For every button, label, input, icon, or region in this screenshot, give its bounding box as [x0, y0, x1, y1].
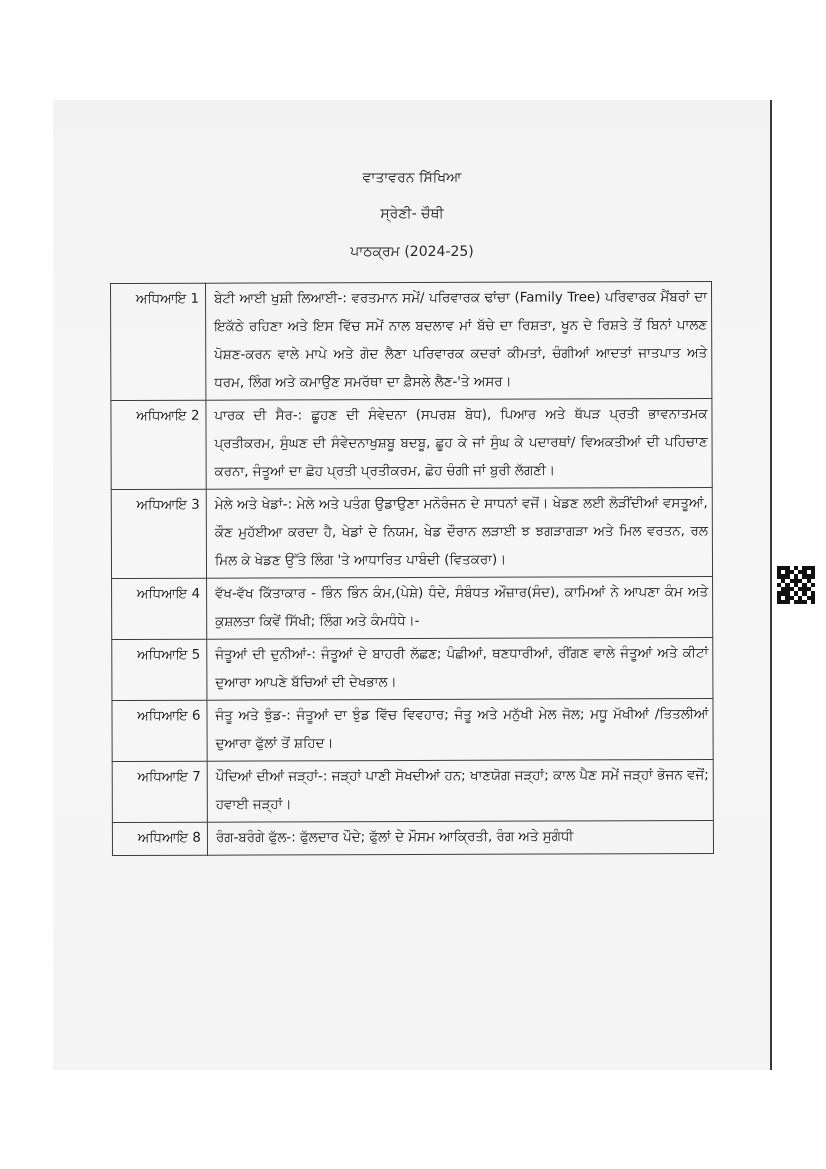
chapter-label: ਅਧਿਆਇ 4: [112, 578, 207, 639]
chapter-content: ਪਾਰਕ ਦੀ ਸੈਰ-: ਛੂਹਣ ਦੀ ਸੰਵੇਦਨਾ (ਸਪਰਸ਼ ਬੋਧ), ਪਿਆਰ ਅਤੇ ਥੱਪੜ ਪ੍ਰਤੀ ਭਾਵਨਾਤਮਕ ਪ੍ਰਤੀਕਰਮ, ਸੁੰਘਣ ਦੀ ਸੰਵੇਦਨਾਖੁਸ਼ਬੂ ਬਦਬੂ, ਛੂਹ ਕੇ ਜਾਂ ਸੁੰਘ ਕੇ ਪਦਾਰਥਾਂ/ ਵਿਅਕਤੀਆਂ ਦੀ ਪਹਿਚਾਣ ਕਰਨਾ, ਜੰਤੂਆਂ ਦਾ ਛੋਹ ਪ੍ਰਤੀ ਪ੍ਰਤੀਕਰਮ, ਛੋਹ ਚੰਗੀ ਜਾਂ ਬੁਰੀ ਲੱਗਣੀ।: [206, 398, 712, 489]
table-row: [112, 637, 713, 700]
document-photo: [53, 100, 771, 1070]
table-row: [112, 698, 713, 761]
table-row: [111, 281, 712, 400]
table-row: [111, 487, 712, 578]
table-row: [112, 576, 713, 639]
chapter-content: ਰੰਗ-ਬਰੰਗੇ ਫੁੱਲ-: ਫੁੱਲਦਾਰ ਪੌਦੇ; ਫੁੱਲਾਂ ਦੇ ਮੌਸਮ ਆਕ੍ਰਿਤੀ, ਰੰਗ ਅਤੇ ਸੁਗੰਧੀ: [207, 820, 713, 855]
page-edge-shadow: [770, 100, 772, 1070]
table-row: [112, 820, 713, 855]
chapter-label: ਅਧਿਆਇ 3: [111, 489, 206, 578]
chapter-label: ਅਧਿਆਇ 7: [112, 761, 207, 822]
subject-heading: ਵਾਤਾਵਰਨ ਸਿੱਖਿਆ: [362, 170, 462, 186]
chapter-label: ਅਧਿਆਇ 6: [112, 700, 207, 761]
chapter-content: ਬੇਟੀ ਆਈ ਖੁਸ਼ੀ ਲਿਆਈ-: ਵਰਤਮਾਨ ਸਮੇਂ/ ਪਰਿਵਾਰਕ ਢਾਂਚਾ (Family Tree) ਪਰਿਵਾਰਕ ਮੈਂਬਰਾਂ ਦਾ ਇਕੱਠੇ ਰਹਿਣਾ ਅਤੇ ਇਸ ਵਿੱਚ ਸਮੇਂ ਨਾਲ ਬਦਲਾਵ ਮਾਂ ਬੱਚੇ ਦਾ ਰਿਸ਼ਤਾ, ਖੂਨ ਦੇ ਰਿਸ਼ਤੇ ਤੋਂ ਬਿਨਾਂ ਪਾਲਣ ਪੋਸ਼ਣ-ਕਰਨ ਵਾਲੇ ਮਾਪੇ ਅਤੇ ਗੋਦ ਲੈਣਾ ਪਰਿਵਾਰਕ ਕਦਰਾਂ ਕੀਮਤਾਂ, ਚੰਗੀਆਂ ਆਦਤਾਂ ਜਾਤਪਾਤ ਅਤੇ ਧਰਮ, ਲਿੰਗ ਅਤੇ ਕਮਾਉਣ ਸਮਰੱਥਾ ਦਾ ਫ਼ੈਸਲੇ ਲੈਣ-'ਤੇ ਅਸਰ।: [206, 281, 712, 400]
chapter-label: ਅਧਿਆਇ 8: [112, 822, 207, 855]
chapter-label: ਅਧਿਆਇ 5: [112, 639, 207, 700]
chapter-content: ਮੇਲੇ ਅਤੇ ਖੇਡਾਂ-: ਮੇਲੇ ਅਤੇ ਪਤੰਗ ਉਡਾਉਣਾ ਮਨੋਰੰਜਨ ਦੇ ਸਾਧਨਾਂ ਵਜੋਂ। ਖੇਡਣ ਲਈ ਲੋੜੀਂਦੀਆਂ ਵਸਤੂਆਂ, ਕੌਣ ਮੁਹੱਈਆ ਕਰਦਾ ਹੈ, ਖੇਡਾਂ ਦੇ ਨਿਯਮ, ਖੇਡ ਦੌਰਾਨ ਲੜਾਈ ਝ ਝਗੜਾਗੜਾ ਅਤੇ ਮਿਲ ਵਰਤਨ, ਰਲ ਮਿਲ ਕੇ ਖੇਡਣ ਉੱਤੇ ਲਿੰਗ 'ਤੇ ਆਧਾਰਿਤ ਪਾਬੰਦੀ (ਵਿਤਕਰਾ)।: [206, 487, 712, 578]
chapter-label: ਅਧਿਆਇ 1: [111, 283, 206, 400]
chapter-content: ਪੌਦਿਆਂ ਦੀਆਂ ਜੜ੍ਹਾਂ-: ਜੜ੍ਹਾਂ ਪਾਣੀ ਸੋਖਦੀਆਂ ਹਨ; ਖਾਣਯੋਗ ਜੜ੍ਹਾਂ; ਕਾਲ ਪੈਣ ਸਮੇਂ ਜੜ੍ਹਾਂ ਭੋਜਨ ਵਜੋਂ; ਹਵਾਈ ਜੜ੍ਹਾਂ।: [207, 759, 713, 822]
class-heading: ਸ੍ਰੇਣੀ- ਚੌਥੀ: [380, 206, 444, 222]
chapter-content: ਵੱਖ-ਵੱਖ ਕਿੱਤਾਕਾਰ - ਭਿੰਨ ਭਿੰਨ ਕੰਮ,(ਪੇਸ਼ੇ) ਧੰਦੇ, ਸੰਬੰਧਤ ਔਜ਼ਾਰ(ਸੰਦ), ਕਾਮਿਆਂ ਨੇ ਆਪਣਾ ਕੰਮ ਅਤੇ ਕੁਸ਼ਲਤਾ ਕਿਵੇਂ ਸਿੱਖੀ; ਲਿੰਗ ਅਤੇ ਕੰਮਧੰਧੇ।-: [207, 576, 713, 639]
chapter-content: ਜੰਤੂ ਅਤੇ ਝੁੰਡ-: ਜੰਤੂਆਂ ਦਾ ਝੁੰਡ ਵਿੱਚ ਵਿਵਹਾਰ; ਜੰਤੂ ਅਤੇ ਮਨੁੱਖੀ ਮੇਲ ਜੋਲ; ਮਧੂ ਮੱਖੀਆਂ /ਤਿਤਲੀਆਂ ਦੁਆਰਾ ਫੁੱਲਾਂ ਤੋਂ ਸ਼ਹਿਦ।: [207, 698, 713, 761]
syllabus-table: [110, 281, 714, 856]
table-row: [111, 398, 712, 489]
qr-code-icon: [777, 566, 815, 604]
syllabus-heading: ਪਾਠਕ੍ਰਮ (2024-25): [350, 244, 474, 260]
chapter-content: ਜੰਤੂਆਂ ਦੀ ਦੁਨੀਆਂ-: ਜੰਤੂਆਂ ਦੇ ਬਾਹਰੀ ਲੱਛਣ; ਪੰਛੀਆਂ, ਥਣਧਾਰੀਆਂ, ਰੀਂਗਣ ਵਾਲੇ ਜੰਤੂਆਂ ਅਤੇ ਕੀਟਾਂ ਦੁਆਰਾ ਆਪਣੇ ਬੱਚਿਆਂ ਦੀ ਦੇਖਭਾਲ।: [207, 637, 713, 700]
chapter-label: ਅਧਿਆਇ 2: [111, 400, 206, 489]
table-row: [112, 759, 713, 822]
